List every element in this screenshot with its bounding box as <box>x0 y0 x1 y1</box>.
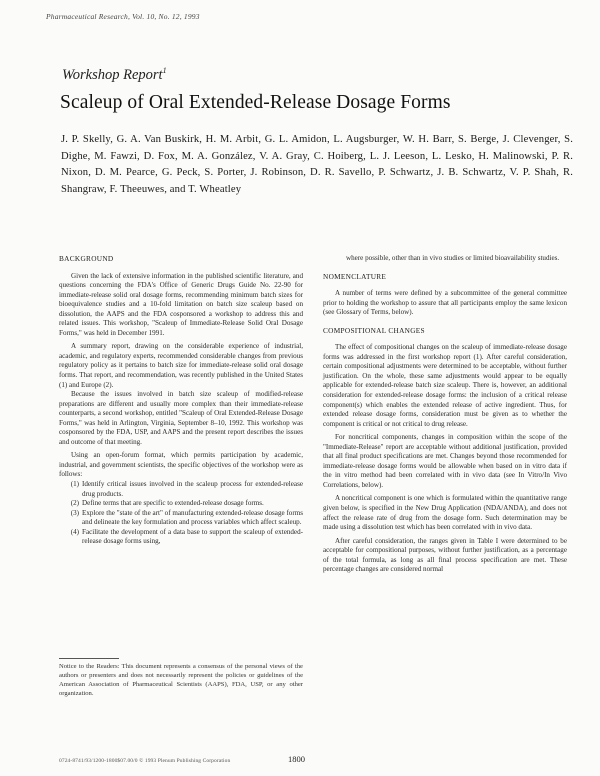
page-number: 1800 <box>288 754 305 764</box>
footnote: Notice to the Readers: This document represents a consensus of the personal views of the authors or presenters and does not necessarily represent the policies or guidelines of the American Association of Pharmaceutical Scientists (AAPS), FDA, USP, or any other organization. <box>59 663 303 697</box>
nomenclature-heading: NOMENCLATURE <box>323 271 387 281</box>
author-list: J. P. Skelly, G. A. Van Buskirk, H. M. Arbit, G. L. Amidon, L. Augsburger, W. H. Barr, S. Berge, J. Clevenger, S. Dighe, M. Fawzi, D. Fox, M. A. González, V. A. Gray, C. Hoiberg, L. J. Leeson, L. Lesko, H. Malinowski, P. R. Nixon, D. M. Pearce, G. Peck, S. Porter, J. Robinson, D. R. Savello, P. Schwartz, J. B. Schwartz, V. P. Shah, R. Shangraw, F. Theeuwes, and T. Wheatley <box>61 134 573 195</box>
workshop-footnote-mark: 1 <box>162 66 167 75</box>
compositional-paragraph-3: A noncritical component is one which is formulated within the quantitative range given below, is specified in the New Drug Application (NDA/ANDA), and does not affect the release rate of drug from the dosage form. Such determination may be made using a dissolution test which has been correlated with in vivo data. <box>323 494 567 532</box>
objective-text: Define terms that are specific to extended-release dosage forms. <box>82 499 264 508</box>
objective-number: (2) <box>70 499 79 508</box>
objective-item <box>59 499 303 509</box>
left-column <box>59 254 303 547</box>
objective-number: (1) <box>70 480 79 489</box>
background-paragraph-1: Given the lack of extensive information in the published scientific literature, and questions concerning the FDA's Office of Generic Drugs Guide No. 22-90 for immediate-release solid oral dosage forms, recommending minimum batch sizes for bioequivalence studies and a 10-fold limitation on batch size scaleup based on dissolution, the AAPS and the FDA cosponsored a workshop to address this and related issues. This workshop, "Scaleup of Immediate-Release Solid Oral Dosage Forms," was held in December 1991. <box>59 271 303 337</box>
background-paragraph-2: A summary report, drawing on the considerable experience of industrial, academic, and regulatory experts, recommended considerable changes from previous regulatory policy as it pertains to batch size for immediate-release solid oral dosage forms. That report, and recommendation, was recently published in the United States (1) and Europe (2). <box>59 342 303 389</box>
objective-text: Identify critical issues involved in the scaleup process for extended-release drug products. <box>82 480 303 498</box>
objectives-list <box>59 480 303 547</box>
article-title: Scaleup of Oral Extended-Release Dosage Forms <box>60 92 451 113</box>
footnote-rule <box>59 658 119 659</box>
objective-item <box>59 528 303 547</box>
nomenclature-paragraph: A number of terms were defined by a subcommittee of the general committee prior to holding the workshop to assure that all participants employ the same lexicon (see Glossary of Terms, below). <box>323 289 567 317</box>
right-column <box>323 254 567 575</box>
compositional-paragraph-1: The effect of compositional changes on the scaleup of immediate-release dosage forms was addressed in the first workshop report (1). After careful consideration, certain compositional adjustments were determined to be acceptable, without further justification. On the whole, these same adjustments would appear to be equally applicable for extended-release batch size scaleup. There is, however, an additional consideration for extended-release dosage forms: the inclusion of a critical release component(s) which enables the extended release of active ingredient. Thus, for extended release dosage forms, consideration must be given as to whether the component is critical or not critical to drug release. <box>323 343 567 428</box>
compositional-heading: COMPOSITIONAL CHANGES <box>323 325 425 335</box>
compositional-paragraph-2: For noncritical components, changes in composition within the scope of the "Immediate-Release" report are acceptable without additional justification, provided that all final product specifications are met. Changes beyond those recommended for immediate-release dosage forms would be allowable when based on in vitro data if the in vitro method had been correlated with in vivo data (see In Vitro/In Vivo Correlations, below). <box>323 433 567 489</box>
objective-item <box>59 480 303 499</box>
objective-number: (3) <box>70 508 79 517</box>
footer-code: 0724-8741/93/1200-1800$07.00/0 © 1993 Plenum Publishing Corporation <box>59 758 231 764</box>
background-paragraph-4: Using an open-forum format, which permits participation by academic, industrial, and government scientists, the specific objectives of the workshop were as follows: <box>59 451 303 479</box>
objective-text: Explore the "state of the art" of manufacturing extended-release dosage forms and delineate the key formulation and process variables which affect scaleup. <box>82 508 303 527</box>
objective-number: (4) <box>70 527 79 536</box>
objective-text: Facilitate the development of a data base to support the scaleup of extended-release dosage forms using, <box>82 527 303 546</box>
objective-item <box>59 509 303 528</box>
background-heading: BACKGROUND <box>59 254 114 263</box>
workshop-label <box>62 66 167 84</box>
objective-continuation: where possible, other than in vivo studies or limited bioavailability studies. <box>346 254 560 262</box>
background-paragraph-3: Because the issues involved in batch size scaleup of modified-release preparations are different and usually more complex than their immediate-release counterparts, a second workshop, entitled "Scaleup of Oral Extended-Release Dosage Forms," was held in Arlington, Virginia, September 8–10, 1992. This workshop was cosponsored by the FDA, USP, and AAPS and the present report describes the issues and outcome of that meeting. <box>59 390 303 446</box>
running-head: Pharmaceutical Research, Vol. 10, No. 12, 1993 <box>46 12 200 21</box>
compositional-paragraph-4: After careful consideration, the ranges given in Table I were determined to be acceptable for compositional purposes, without further justification, as a percentage of the total formula, as long as all final process specification are met. These percentage changes are considered normal <box>323 536 567 574</box>
workshop-label-text: Workshop Report <box>62 66 163 83</box>
